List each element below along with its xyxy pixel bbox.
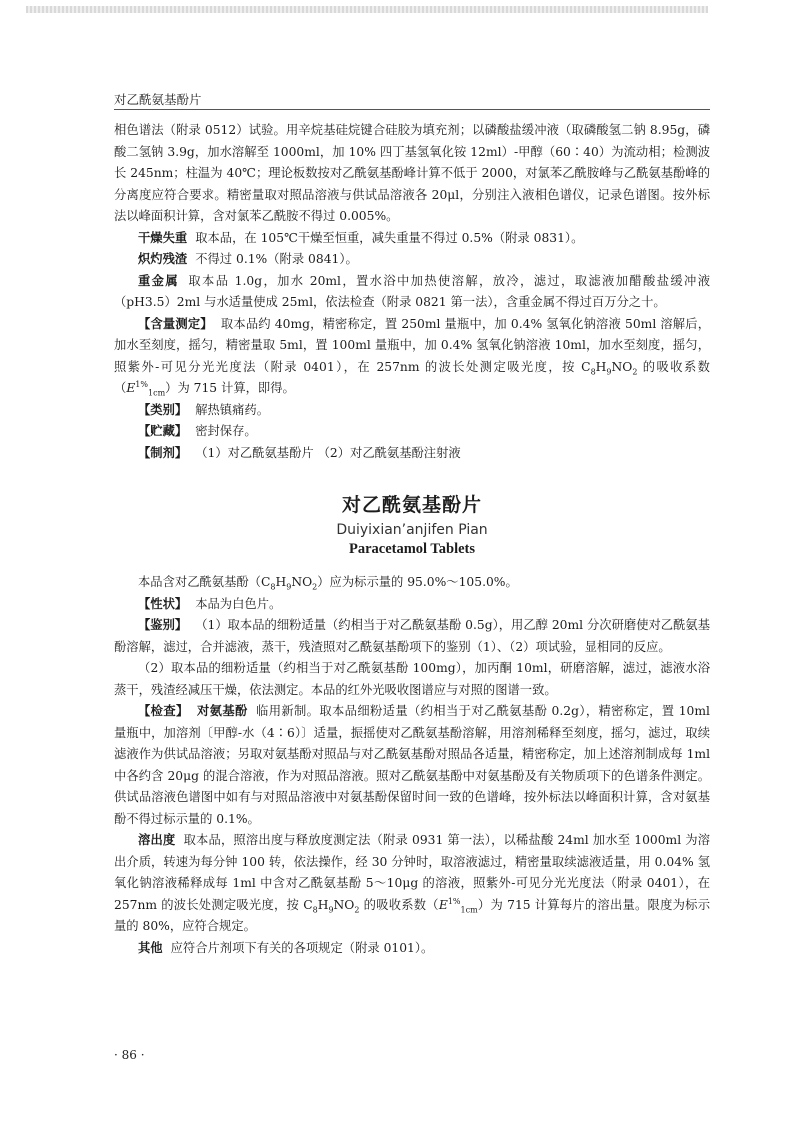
formula-subscript: 2 bbox=[632, 366, 638, 376]
formula-part: NO bbox=[611, 359, 633, 374]
coefficient-superscript: 1% bbox=[447, 896, 461, 906]
preparations-paragraph bbox=[114, 443, 710, 465]
monograph-title: 对乙酰氨基酚片 bbox=[341, 494, 482, 516]
formula-subscript: 9 bbox=[606, 366, 612, 376]
dissolution-text: 的吸收系数（ bbox=[359, 897, 439, 912]
other-heading: 其他 bbox=[138, 940, 163, 955]
other-text: 应符合片剂项下有关的各项规定（附录 0101）。 bbox=[170, 940, 434, 955]
absorption-coefficient-symbol: E bbox=[126, 381, 136, 395]
formula-part: H bbox=[317, 897, 329, 912]
identification-text-2: （2）取本品的细粉适量（约相当于对乙酰氨基酚 100mg），加丙酮 10ml，研磨溶解，滤过，滤液水浴蒸干，残渣经减压干燥，依法测定。本品的红外光吸收图谱应与对照的图谱一致。 bbox=[114, 661, 710, 697]
heavy-metals-paragraph bbox=[114, 271, 710, 314]
assay-heading: 【含量测定】 bbox=[138, 316, 213, 331]
assay-paragraph bbox=[114, 314, 710, 400]
assay-text: ）为 715 计算，即得。 bbox=[165, 381, 295, 395]
formula-part: NO bbox=[333, 897, 355, 912]
formula-subscript: 2 bbox=[312, 582, 318, 592]
ignition-residue-heading: 炽灼残渣 bbox=[138, 252, 188, 266]
dissolution-paragraph bbox=[114, 830, 710, 938]
formula-subscript: 9 bbox=[328, 904, 334, 914]
running-header: 对乙酰氨基酚片 bbox=[114, 92, 202, 107]
content-statement bbox=[114, 572, 710, 594]
monograph-pinyin: Duiyixian’anjifen Pian bbox=[336, 522, 488, 538]
dissolution-text: ）为 715 计算每片的溶出量。限度为标示量的 80%，应符合规定。 bbox=[114, 897, 710, 933]
identification-paragraph bbox=[114, 615, 710, 658]
header-rule bbox=[114, 109, 710, 110]
coefficient-superscript: 1% bbox=[135, 379, 148, 389]
formula-subscript: 9 bbox=[286, 582, 292, 592]
tests-paragraph bbox=[114, 701, 710, 830]
formula-subscript: 8 bbox=[312, 904, 318, 914]
category-text: 解热镇痛药。 bbox=[195, 402, 269, 417]
characters-paragraph bbox=[114, 594, 710, 616]
heavy-metals-heading: 重金属 bbox=[138, 273, 180, 288]
assay-text: 的吸收系数（ bbox=[114, 359, 710, 395]
aminophenol-heading: 对氨基酚 bbox=[196, 704, 248, 718]
content-text: 本品含对乙酰氨基酚（C bbox=[138, 575, 271, 589]
monograph-english-title: Paracetamol Tablets bbox=[348, 541, 476, 557]
storage-heading: 【贮藏】 bbox=[138, 424, 188, 438]
preparations-text: （1）对乙酰氨基酚片 （2）对乙酰氨基酚注射液 bbox=[195, 445, 461, 460]
storage-paragraph bbox=[114, 421, 710, 443]
identification-heading: 【鉴别】 bbox=[138, 618, 188, 632]
drying-loss-text: 取本品，在 105℃干燥至恒重，减失重量不得过 0.5%（附录 0831）。 bbox=[195, 230, 584, 245]
aminophenol-text: 临用新制。取本品细粉适量（约相当于对乙酰氨基酚 0.2g），精密称定，置 10ml 量瓶中，加溶剂〔甲醇-水（4∶6）〕适量，振摇使对乙酰氨基酚溶解，用溶剂稀释至刻度，摇匀，滤过，取续滤液作为供试品溶液；另取对氨基酚对照品与对乙酰氨基酚对照品各适量，精密称定，加上述溶剂制成每 1ml 中各约含 20μg 的混合溶液，作为对照品溶液。照对乙酰氨基酚中对氨基酚及有关物质项下的色谱条件测定。供试品溶液色谱图中如有与对照品溶液中对氨基酚保留时间一致的色谱峰，按外标法以峰面积计算，含对氨基酚不得过标示量的 0.1%。 bbox=[114, 704, 710, 826]
coefficient-subscript: 1cm bbox=[148, 388, 166, 398]
content-text: ）应为标示量的 95.0%～105.0%。 bbox=[317, 575, 518, 589]
continued-paragraph: 相色谱法（附录 0512）试验。用辛烷基硅烷键合硅胶为填充剂；以磷酸盐缓冲液（取磷酸氢二钠 8.95g，磷酸二氢钠 3.9g，加水溶解至 1000ml，加 10% 四丁基氢氧化铵 12ml）-甲醇（60∶40）为流动相；检测波长 245nm；柱温为 40℃；理论板数按对乙酰氨基酚峰计算不低于 2000，对氯苯乙酰胺峰与乙酰氨基酚峰的分离度应符合要求。精密量取对照品溶液与供试品溶液各 20μl，分别注入液相色谱仪，记录色谱图。按外标法以峰面积计算，含对氯苯乙酰胺不得过 0.005%。 bbox=[114, 123, 710, 223]
characters-text: 本品为白色片。 bbox=[195, 596, 282, 611]
assay-text: 取本品约 40mg，精密称定，置 250ml 量瓶中，加 0.4% 氢氧化钠溶液 50ml 溶解后，加水至刻度，摇匀，精密量取 5ml，置 100ml 量瓶中，加 0.4% 氢氧化钠溶液 10ml，加水至刻度，摇匀，照紫外-可见分光光度法（附录 0401），在 257nm 的波长处测定吸光度，按 C bbox=[114, 316, 710, 374]
drying-loss-heading: 干燥失重 bbox=[138, 230, 188, 245]
ignition-residue-text: 不得过 0.1%（附录 0841）。 bbox=[195, 252, 358, 266]
ignition-residue-paragraph bbox=[114, 249, 710, 271]
formula-subscript: 2 bbox=[354, 904, 360, 914]
drying-loss-paragraph bbox=[114, 228, 710, 250]
identification-text-1: （1）取本品的细粉适量（约相当于对乙酰氨基酚 0.5g），用乙醇 20ml 分次研磨使对乙酰氨基酚溶解，滤过，合并滤液，蒸干，残渣照对乙酰氨基酚项下的鉴别（1）、（2）项试验，显相同的反应。 bbox=[114, 618, 710, 654]
category-heading: 【类别】 bbox=[138, 402, 188, 417]
heavy-metals-text: 取本品 1.0g，加水 20ml，置水浴中加热使溶解，放冷，滤过，取滤液加醋酸盐缓冲液（pH3.5）2ml 与水适量使成 25ml，依法检查（附录 0821 第一法），含重金属不得过百万分之十。 bbox=[114, 273, 710, 309]
dissolution-text: 取本品，照溶出度与释放度测定法（附录 0931 第一法），以稀盐酸 24ml 加水至 1000ml 为溶出介质，转速为每分钟 100 转，依法操作，经 30 分钟时，取溶液滤过，精密量取续滤液适量，用 0.04% 氢氧化钠溶液稀释成每 1ml 中含对乙酰氨基酚 5～10μg 的溶液，照紫外-可见分光光度法（附录 0401），在 257nm 的波长处测定吸光度，按 C bbox=[114, 833, 710, 912]
formula-part: H bbox=[595, 359, 607, 374]
characters-heading: 【性状】 bbox=[138, 596, 188, 611]
other-paragraph bbox=[114, 938, 710, 960]
dissolution-heading: 溶出度 bbox=[138, 833, 176, 847]
scan-top-strip bbox=[26, 6, 708, 13]
tests-heading: 【检查】 bbox=[138, 704, 189, 718]
page-body bbox=[114, 120, 710, 959]
preparations-heading: 【制剂】 bbox=[138, 445, 188, 460]
formula-subscript: 8 bbox=[590, 366, 596, 376]
coefficient-subscript: 1cm bbox=[460, 904, 478, 914]
storage-text: 密封保存。 bbox=[195, 424, 257, 438]
formula-part: H bbox=[275, 575, 287, 589]
absorption-coefficient-symbol: E bbox=[438, 897, 448, 912]
page-number: · 86 · bbox=[114, 1048, 145, 1062]
formula-part: NO bbox=[291, 575, 313, 589]
formula-subscript: 8 bbox=[270, 582, 276, 592]
category-paragraph bbox=[114, 400, 710, 422]
